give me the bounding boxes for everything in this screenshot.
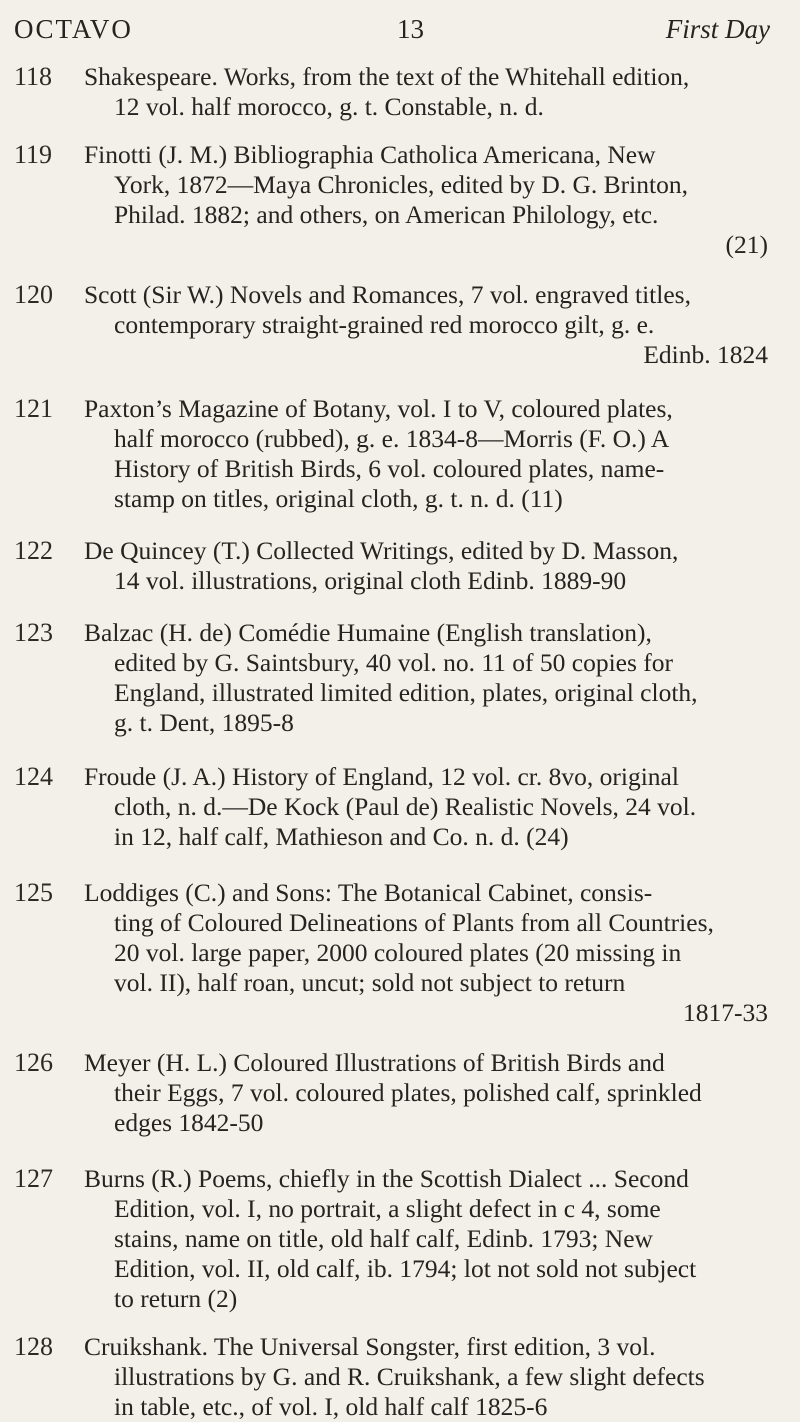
lot-line: History of British Birds, 6 vol. coloured plates, name- xyxy=(114,454,665,483)
lot-line: in 12, half calf, Mathieson and Co. n. d. (24) xyxy=(114,822,569,851)
lot-line: Burns (R.) Poems, chiefly in the Scottish Dialect ... Second xyxy=(84,1164,689,1193)
lot-line: ting of Coloured Delineations of Plants from all Countries, xyxy=(114,908,714,937)
lot-line: 12 vol. half morocco, g. t. Constable, n. d. xyxy=(114,92,544,121)
lot-description xyxy=(84,1164,768,1314)
lot-line: stamp on titles, original cloth, g. t. n. d. (11) xyxy=(114,484,563,513)
lot-line: half morocco (rubbed), g. e. 1834-8—Morris (F. O.) A xyxy=(114,424,670,453)
lot-description xyxy=(84,878,768,1028)
lot-description xyxy=(84,62,768,122)
lot-line: Paxton’s Magazine of Botany, vol. I to V, coloured plates, xyxy=(84,394,673,423)
lot-line: Shakespeare. Works, from the text of the Whitehall edition, xyxy=(84,62,690,91)
sale-day-heading: First Day xyxy=(665,14,770,44)
lot-number: 125 xyxy=(14,878,53,907)
lot-description xyxy=(84,280,768,370)
lot-line: illustrations by G. and R. Cruikshank, a few slight defects xyxy=(114,1362,705,1391)
lot-line: Froude (J. A.) History of England, 12 vol. cr. 8vo, original xyxy=(84,762,679,791)
lot-line: in table, etc., of vol. I, old half calf 1825-6 xyxy=(114,1392,548,1421)
lot-line: Finotti (J. M.) Bibliographia Catholica Americana, New xyxy=(84,140,656,169)
lot-description xyxy=(84,1332,768,1422)
lot-number: 126 xyxy=(14,1048,53,1077)
format-heading: OCTAVO xyxy=(14,14,133,44)
lot-line: Edinb. 1824 xyxy=(643,340,768,369)
lot-line: to return (2) xyxy=(114,1284,238,1313)
lot-line: Balzac (H. de) Comédie Humaine (English translation), xyxy=(84,618,652,647)
lot-line: contemporary straight-grained red morocco gilt, g. e. xyxy=(114,310,655,339)
lot-line: 20 vol. large paper, 2000 coloured plates (20 missing in xyxy=(114,938,682,967)
lot-line: 1817-33 xyxy=(683,998,768,1027)
lot-line: their Eggs, 7 vol. coloured plates, polished calf, sprinkled xyxy=(114,1078,702,1107)
lot-line: stains, name on title, old half calf, Edinb. 1793; New xyxy=(114,1224,653,1253)
lot-line: cloth, n. d.—De Kock (Paul de) Realistic Novels, 24 vol. xyxy=(114,792,697,821)
lot-line: edited by G. Saintsbury, 40 vol. no. 11 of 50 copies for xyxy=(114,648,674,677)
lot-line: Cruikshank. The Universal Songster, first edition, 3 vol. xyxy=(84,1332,656,1361)
lot-line: Scott (Sir W.) Novels and Romances, 7 vol. engraved titles, xyxy=(84,280,691,309)
lot-line: England, illustrated limited edition, plates, original cloth, xyxy=(114,678,698,707)
lot-line: Meyer (H. L.) Coloured Illustrations of British Birds and xyxy=(84,1048,665,1077)
lot-number: 121 xyxy=(14,394,53,423)
lot-description xyxy=(84,536,768,596)
lot-number: 123 xyxy=(14,618,53,647)
lot-description xyxy=(84,394,768,514)
lot-line: Edition, vol. II, old calf, ib. 1794; lot not sold not subject xyxy=(114,1254,697,1283)
lot-line: 14 vol. illustrations, original cloth Edinb. 1889-90 xyxy=(114,566,627,595)
lot-number: 124 xyxy=(14,762,53,791)
lot-line: edges 1842-50 xyxy=(114,1108,264,1137)
lot-line: Loddiges (C.) and Sons: The Botanical Cabinet, consis- xyxy=(84,878,653,907)
lot-line: De Quincey (T.) Collected Writings, edited by D. Masson, xyxy=(84,536,679,565)
lot-number: 122 xyxy=(14,536,53,565)
lot-description xyxy=(84,1048,768,1138)
lot-number: 128 xyxy=(14,1332,53,1361)
lot-description xyxy=(84,618,768,738)
lot-line: Philad. 1882; and others, on American Philology, etc. xyxy=(114,200,659,229)
lot-number: 120 xyxy=(14,280,53,309)
lot-line: York, 1872—Maya Chronicles, edited by D. G. Brinton, xyxy=(114,170,688,199)
lot-line: (21) xyxy=(725,230,768,259)
lot-line: g. t. Dent, 1895-8 xyxy=(114,708,294,737)
page-header xyxy=(14,14,770,50)
lot-number: 118 xyxy=(14,62,53,91)
lot-number: 119 xyxy=(14,140,53,169)
lot-line: Edition, vol. I, no portrait, a slight defect in c 4, some xyxy=(114,1194,661,1223)
page-number: 13 xyxy=(397,14,424,44)
lot-line: vol. II), half roan, uncut; sold not subject to return xyxy=(114,968,626,997)
lot-number: 127 xyxy=(14,1164,53,1193)
lot-description xyxy=(84,140,768,260)
lot-description xyxy=(84,762,768,852)
